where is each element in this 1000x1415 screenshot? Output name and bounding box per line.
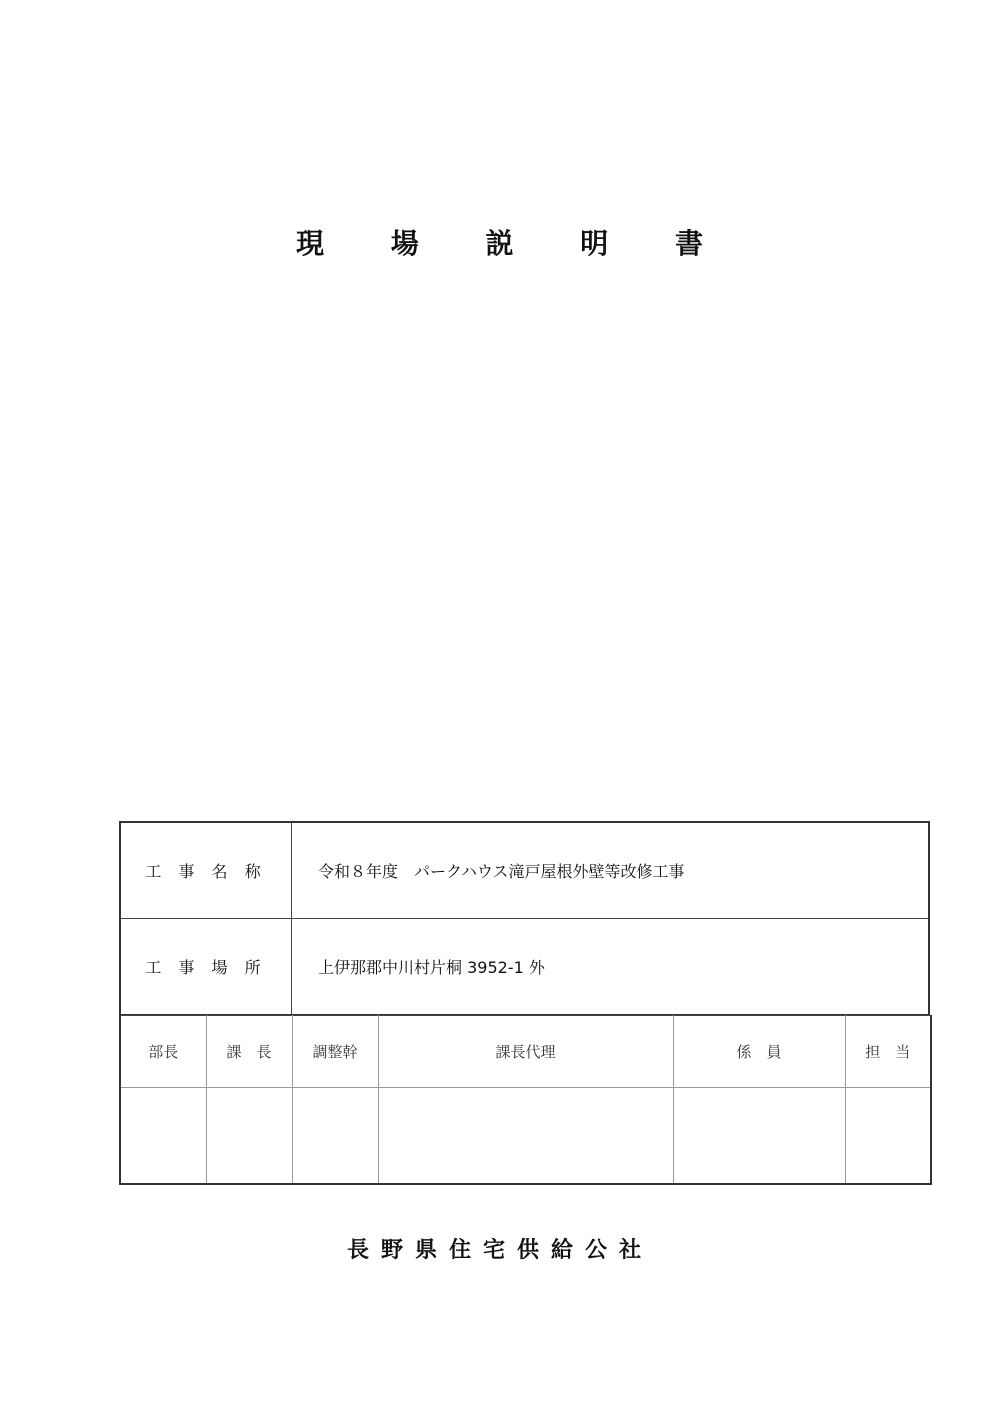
- project-location-value: 上伊那郡中川村片桐 3952-1 外: [292, 919, 930, 1016]
- approval-stamp-row: [120, 1088, 931, 1185]
- approval-header-cell: 係 員: [673, 1016, 845, 1088]
- project-name-label: 工 事 名 称: [120, 822, 292, 919]
- stamp-cell: [845, 1088, 931, 1185]
- stamp-cell: [120, 1088, 206, 1185]
- title-char: 説: [485, 227, 515, 260]
- approval-header-cell: 調整幹: [292, 1016, 378, 1088]
- approval-header-cell: 課長代理: [378, 1016, 673, 1088]
- title-char: 場: [390, 227, 420, 260]
- approval-stamp-table: [119, 1015, 932, 1185]
- project-name-value: 令和８年度 パークハウス滝戸屋根外壁等改修工事: [292, 822, 930, 919]
- approval-header-cell: 課 長: [206, 1016, 292, 1088]
- title-char: 現: [295, 227, 325, 260]
- stamp-cell: [673, 1088, 845, 1185]
- document-title: [0, 222, 1000, 262]
- approval-header-row: [120, 1016, 931, 1088]
- project-info-table: [119, 821, 930, 1016]
- stamp-cell: [206, 1088, 292, 1185]
- approval-header-cell: 部長: [120, 1016, 206, 1088]
- stamp-cell: [292, 1088, 378, 1185]
- project-location-row: [120, 919, 929, 1016]
- project-location-label: 工 事 場 所: [120, 919, 292, 1016]
- title-char: 明: [580, 227, 610, 260]
- organization-name: 長野県住宅供給公社: [346, 1238, 653, 1263]
- project-name-row: [120, 822, 929, 919]
- approval-header-cell: 担 当: [845, 1016, 931, 1088]
- title-char: 書: [674, 227, 704, 260]
- stamp-cell: [378, 1088, 673, 1185]
